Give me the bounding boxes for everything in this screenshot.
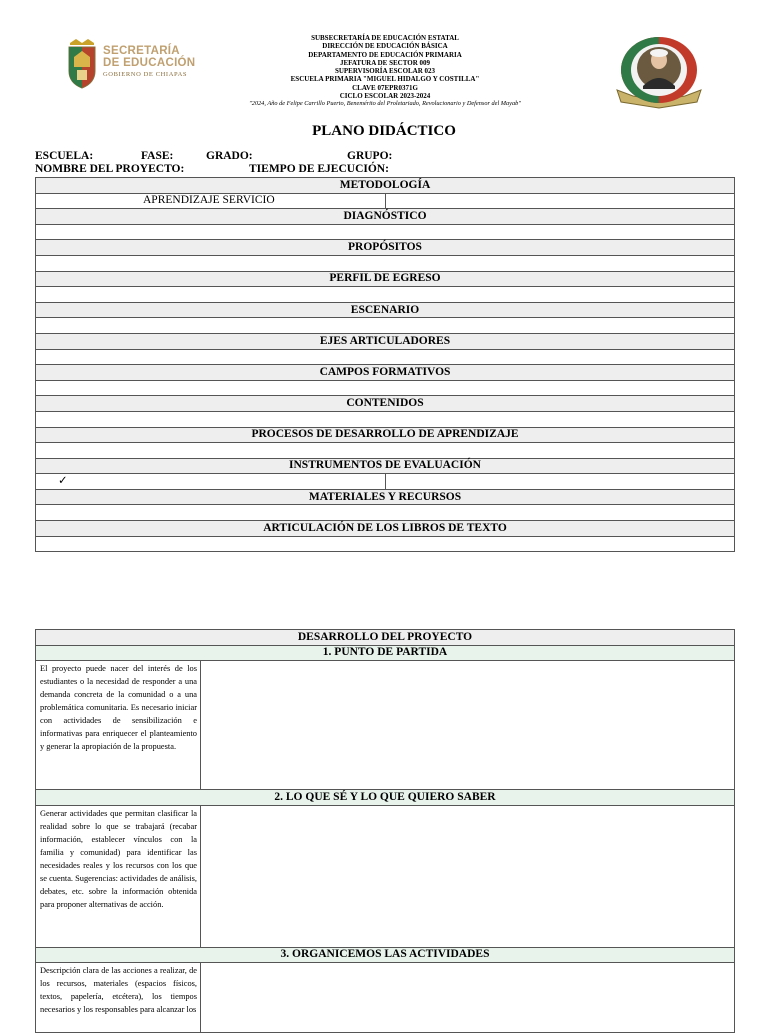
proyecto-label: NOMBRE DEL PROYECTO: bbox=[35, 163, 185, 175]
phase-heading-3: 3. ORGANICEMOS LAS ACTIVIDADES bbox=[36, 947, 735, 963]
section-header-escenario: ESCENARIO bbox=[36, 302, 735, 318]
escuela-label: ESCUELA: bbox=[35, 150, 94, 162]
section-field-ejes[interactable] bbox=[36, 349, 735, 365]
header-line: SUBSECRETARÍA DE EDUCACIÓN ESTATAL bbox=[311, 34, 459, 42]
phase-heading-1: 1. PUNTO DE PARTIDA bbox=[36, 645, 735, 661]
phase-response-2[interactable] bbox=[201, 805, 735, 947]
header-line: JEFATURA DE SECTOR 009 bbox=[339, 58, 431, 67]
section-field-diagnostico[interactable] bbox=[36, 224, 735, 240]
phase-description-1: El proyecto puede nacer del interés de los estudiantes o la necesidad de responder a una demanda concreta de la comunidad o a una problemática comunitaria. Es necesario iniciar con actividades de sensibilización e informativas para enriquecer el planteamiento y generar la apropiación de la propuesta. bbox=[36, 661, 201, 790]
logo-line-3: GOBIERNO DE CHIAPAS bbox=[103, 71, 188, 78]
section-field-perfil[interactable] bbox=[36, 287, 735, 303]
section-header-contenidos: CONTENIDOS bbox=[36, 396, 735, 412]
check-mark-icon: ✓ bbox=[58, 475, 68, 488]
instrumentos-check-cell[interactable] bbox=[36, 474, 386, 490]
plan-table bbox=[35, 177, 735, 552]
grado-label: GRADO: bbox=[206, 150, 253, 162]
section-field-escenario[interactable] bbox=[36, 318, 735, 334]
section-header-perfil: PERFIL DE EGRESO bbox=[36, 271, 735, 287]
logo-line-2: DE EDUCACIÓN bbox=[103, 57, 196, 69]
section-header-articulacion: ARTICULACIÓN DE LOS LIBROS DE TEXTO bbox=[36, 521, 735, 537]
header-line: DIRECCIÓN DE EDUCACIÓN BÁSICA bbox=[322, 42, 448, 51]
tiempo-label: TIEMPO DE EJECUCIÓN: bbox=[249, 163, 389, 175]
section-header-materiales: MATERIALES Y RECURSOS bbox=[36, 489, 735, 505]
header-line: ESCUELA PRIMARIA "MIGUEL HIDALGO Y COSTILLA" bbox=[290, 75, 480, 84]
section-header-propositos: PROPÓSITOS bbox=[36, 240, 735, 256]
header-line: CICLO ESCOLAR 2023-2024 bbox=[339, 92, 431, 101]
section-field-materiales[interactable] bbox=[36, 505, 735, 521]
section-header-instrumentos: INSTRUMENTOS DE EVALUACIÓN bbox=[36, 458, 735, 474]
logo-line-1: SECRETARÍA bbox=[103, 45, 180, 57]
header-line: DEPARTAMENTO DE EDUCACIÓN PRIMARIA bbox=[308, 50, 462, 59]
fase-label: FASE: bbox=[141, 150, 174, 162]
section-field-campos[interactable] bbox=[36, 380, 735, 396]
header-motto: "2024, Año de Felipe Carrillo Puerto, Benemérito del Proletariado, Revolucionario y Defensor del Mayab" bbox=[249, 100, 521, 108]
phase-description-2: Generar actividades que permitan clasificar la realidad sobre lo que se trabajará (recabar información, establecer vínculos con la familia y comunidad) para identificar las necesidades reales y los recursos con los que se cuenta. Sugerencias: actividades de análisis, debates, etc. sobre la información obtenida para proponer alternativas de acción. bbox=[36, 805, 201, 947]
institution-header bbox=[180, 34, 590, 109]
metodologia-header: METODOLOGÍA bbox=[36, 178, 735, 194]
metodologia-value: APRENDIZAJE SERVICIO bbox=[143, 194, 275, 207]
section-field-procesos[interactable] bbox=[36, 443, 735, 459]
grupo-label: GRUPO: bbox=[347, 150, 393, 162]
section-header-ejes: EJES ARTICULADORES bbox=[36, 333, 735, 349]
section-field-propositos[interactable] bbox=[36, 255, 735, 271]
secretaria-logo bbox=[66, 37, 196, 91]
instrumentos-empty-cell[interactable] bbox=[386, 474, 735, 490]
header-line: SUPERVISORÍA ESCOLAR 023 bbox=[334, 67, 436, 76]
phase-description-3: Descripción clara de las acciones a realizar, de los recursos, materiales (espacios físicos, textos, papelería, etcétera), los tiempos necesarios y los responsables para alcanzar los bbox=[36, 963, 201, 1033]
project-table bbox=[35, 629, 735, 1033]
hidalgo-portrait-emblem-icon bbox=[613, 34, 705, 110]
phase-response-1[interactable] bbox=[201, 661, 735, 790]
section-field-articulacion[interactable] bbox=[36, 536, 735, 552]
section-header-procesos: PROCESOS DE DESARROLLO DE APRENDIZAJE bbox=[36, 427, 735, 443]
section-field-contenidos[interactable] bbox=[36, 411, 735, 427]
document-title: PLANO DIDÁCTICO bbox=[312, 123, 456, 139]
section-header-campos: CAMPOS FORMATIVOS bbox=[36, 365, 735, 381]
header-line: CLAVE 07EPR0371G bbox=[352, 83, 418, 92]
phase-heading-2: 2. LO QUE SÉ Y LO QUE QUIERO SABER bbox=[36, 790, 735, 806]
phase-response-3[interactable] bbox=[201, 963, 735, 1033]
chiapas-shield-icon bbox=[66, 37, 98, 89]
school-emblem bbox=[613, 34, 705, 110]
metodologia-value-cell[interactable] bbox=[36, 193, 386, 209]
section-header-diagnostico: DIAGNÓSTICO bbox=[36, 209, 735, 225]
project-table-title: DESARROLLO DEL PROYECTO bbox=[36, 630, 735, 646]
metodologia-empty-cell[interactable] bbox=[386, 193, 735, 209]
